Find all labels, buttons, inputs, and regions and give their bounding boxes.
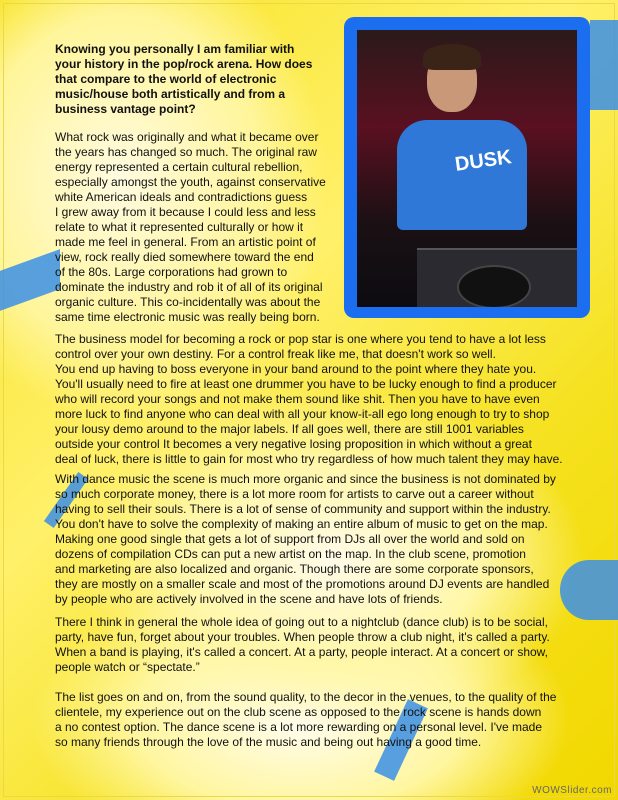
dj-shirt-logo: DUSK (453, 146, 513, 176)
dj-photo (344, 17, 590, 318)
answer-paragraph-5: The list goes on and on, from the sound quality, to the decor in the venues, to the quality of the clientele, my experience out on the club scene as opposed to the rock scene is hands down a no contest option. The dance scene is a lot more rewarding on a personal level. I've made so many friends through the love of the music and being out having a good time. (55, 690, 557, 749)
watermark[interactable]: WOWSlider.com (532, 785, 612, 796)
answer-paragraph-2: The business model for becoming a rock or pop star is one where you tend to have a lot less control over your own destiny. For a control freak like me, that doesn't work so well. You end up having to boss everyone in your band around to the point where they hate you. You'll usually need to fire at least one drummer you have to be lucky enough to find a producer who will record your songs and not make them sound like shit. Then you have to have even more luck to find anyone who can deal with all your know-it-all ego long enough to try to shop your lousy demo around to the major labels. If all goes well, there are still 1001 variables outside your control It becomes a very negative losing proposition in which without a great deal of luck, there is little to gain for most who try regardless of how much talent they may have. (55, 332, 563, 466)
background-shape (590, 20, 618, 110)
answer-paragraph-3: With dance music the scene is much more organic and since the business is not dominated by so much corporate money, there is a lot more room for artists to carve out a career without having to sell their souls. There is a lot of sense of community and support within the industry. You don't have to solve the complexity of making an entire album of music to get on the map. Making one good single that gets a lot of support from DJs all over the world and sold on dozens of compilation CDs can put a new artist on the map. In the club scene, promotion and marketing are also localized and organic. Though there are some corporate sponsors, they are mostly on a smaller scale and most of the promotions around DJ events are handled by people who are actively involved in the scene and have lots of friends. (55, 472, 556, 606)
dj-hair (423, 44, 481, 70)
answer-paragraph-4: There I think in general the whole idea of going out to a nightclub (dance club) is to be social, party, have fun, forget about your troubles. When people throw a club night, it's called a party. When a band is playing, it's called a concert. At a party, people interact. At a concert or show, people watch or “spectate.” (55, 615, 550, 674)
answer-paragraph-1: What rock was originally and what it became over the years has changed so much. The original raw energy represented a certain cultural rebellion, especially amongst the youth, against conservative white American ideals and contradictions guess I grew away from it because I could less and less relate to what it represented culturally or how it made me feel in general. From an artistic point of view, rock really died somewhere toward the end of the 80s. Large corporations had grown to dominate the industry and rob it of all of its original organic culture. This co-incidentally was about the same time electronic music was really being born. (55, 130, 326, 324)
interview-question: Knowing you personally I am familiar with your history in the pop/rock arena. How does that compare to the world of electronic music/house both artistically and from a business vantage point? (55, 42, 313, 116)
dj-photo-image (357, 30, 577, 307)
turntable-record (457, 265, 531, 307)
